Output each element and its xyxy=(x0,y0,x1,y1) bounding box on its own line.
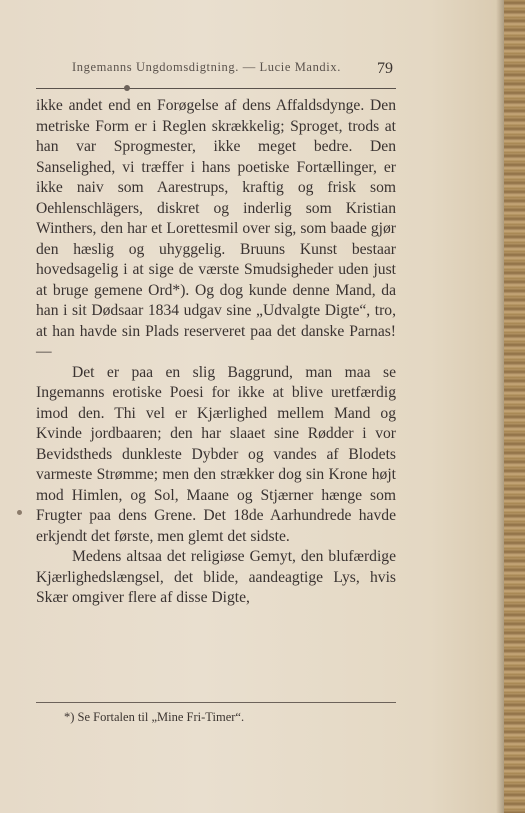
footnote: *) Se Fortalen til „Mine Fri-Timer“. xyxy=(64,710,245,724)
header-rule xyxy=(36,88,396,89)
body-text xyxy=(36,96,396,609)
paragraph-1: ikke andet end en Forøgelse af dens Affaldsdynge. Den metriske Form er i Reglen skrækkelig; Sproget, trods at han var Sprogmester, ikke meget bedre. Den Sanselighed, vi træffer i hans poetiske Fortællinger, er ikke naiv som Aarestrups, kraftig og frisk som Oehlenschlägers, diskret og inderlig som Kristian Winthers, den har et Lorettesmil over sig, som baade gjør den hæslig og uhyggelig. Bruuns Kunst bestaar hovedsagelig i at sige de værste Smudsigheder uden just at bruge gemene Ord*). Og dog kunde denne Mand, da han i sit Dødsaar 1834 udgav sine „Udvalgte Digte“, tro, at han havde sin Plads reserveret paa det danske Parnas! — xyxy=(36,97,396,360)
margin-speck xyxy=(17,510,22,515)
ink-speck xyxy=(124,85,130,91)
footnote-rule xyxy=(36,702,396,703)
page-number: 79 xyxy=(377,60,393,77)
running-header: Ingemanns Ungdomsdigtning. — Lucie Mandix. xyxy=(72,60,341,74)
paragraph-2: Det er paa en slig Baggrund, man maa se Ingemanns erotiske Poesi for ikke at blive uretfærdig imod den. Thi vel er Kjærlighed mellem Mand og Kvinde jordbaaren; den har slaaet sine Rødder i vor Bevidstheds dunkleste Dybder og vandes af Blodets varmeste Strømme; men den strækker dog sin Krone højt mod Himlen, og Sol, Maane og Stjærner hænge som Frugter paa dens Grene. Det 18de Aarhundrede havde erkjendt det første, men glemt det sidste. xyxy=(36,363,396,545)
book-edge xyxy=(504,0,525,813)
paragraph-3: Medens altsaa det religiøse Gemyt, den blufærdige Kjærlighedslængsel, det blide, aandeagtige Lys, hvis Skær omgiver flere af disse Digte, xyxy=(36,548,396,606)
page-gutter-shadow xyxy=(496,0,504,813)
